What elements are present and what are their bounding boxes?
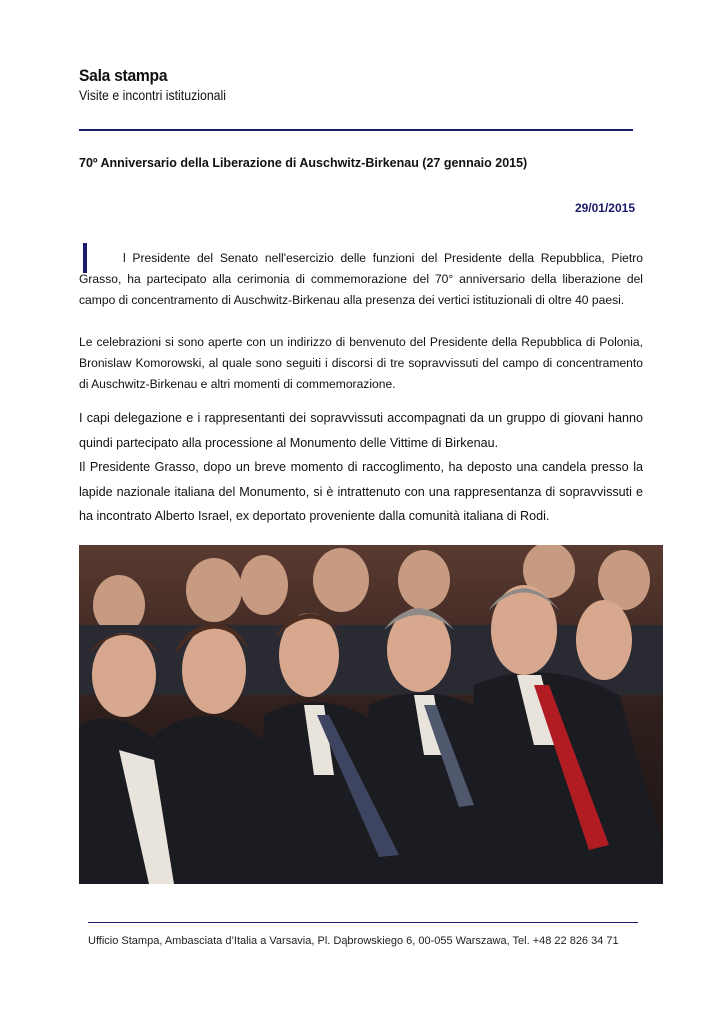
ceremony-photo (79, 545, 663, 884)
footer-contact: Ufficio Stampa, Ambasciata d’Italia a Varsavia, Pl. Dąbrowskiego 6, 00-055 Warszawa, Tel. +48 22 826 34 71 (88, 935, 619, 947)
article-date: 29/01/2015 (574, 201, 635, 215)
paragraph-1-text: l Presidente del Senato nell'esercizio delle funzioni del Presidente della Repubblica, Pietro Grasso, ha partecipato alla cerimonia di commemorazione del 70° anniversario della liberazione del campo di concentramento di Auschwitz-Birkenau alla presenza dei vertici istituzionali di oltre 40 paesi. (79, 251, 643, 307)
ceremony-photo-illustration (79, 545, 663, 884)
article-paragraph-1 (79, 248, 643, 311)
header-divider (79, 129, 633, 131)
page-subtitle: Visite e incontri istituzionali (79, 87, 227, 103)
footer-divider (88, 922, 638, 923)
article-paragraph-3: I capi delegazione e i rappresentanti dei sopravvissuti accompagnati da un gruppo di giovani hanno quindi partecipato alla processione al Monumento delle Vittime di Birkenau. (79, 411, 643, 450)
page-title: Sala stampa (79, 66, 168, 85)
article-title: 70º Anniversario della Liberazione di Auschwitz-Birkenau (27 gennaio 2015) (79, 156, 528, 170)
article-paragraph-2: Le celebrazioni si sono aperte con un indirizzo di benvenuto del Presidente della Repubblica di Polonia, Bronislaw Komorowski, al quale sono seguiti i discorsi di tre sopravvissuti del campo di concentramento di Auschwitz-Birkenau e altri momenti di commemorazione. (79, 335, 643, 391)
article-paragraph-4: Il Presidente Grasso, dopo un breve momento di raccoglimento, ha deposto una candela presso la lapide nazionale italiana del Monumento, si è intrattenuto con una rappresentanza di sopravvissuti e ha incontrato Alberto Israel, ex deportato proveniente dalla comunità italiana di Rodi. (79, 460, 643, 523)
